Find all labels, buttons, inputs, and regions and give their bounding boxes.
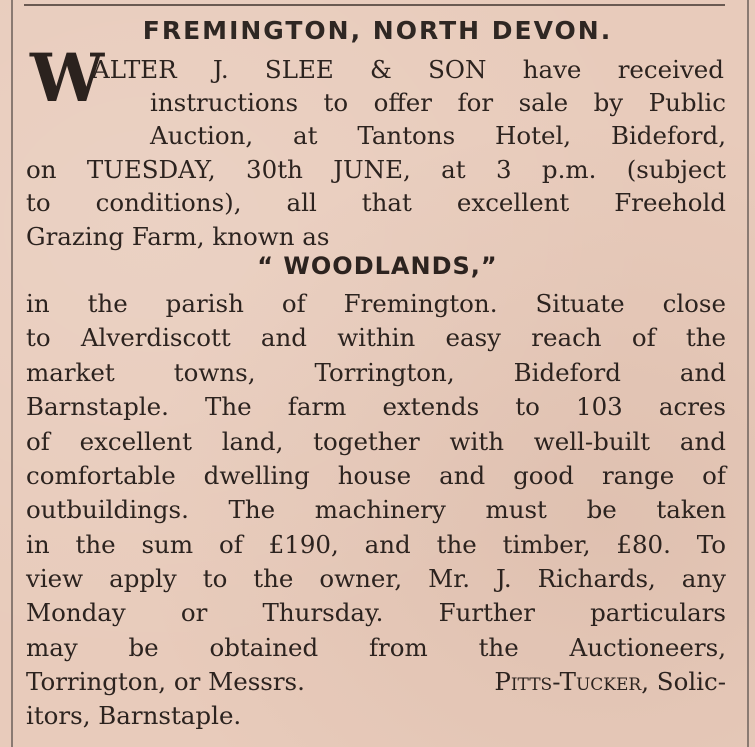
text-line: itors, Barnstaple. <box>26 701 242 730</box>
property-title: “ WOODLANDS,” <box>257 252 498 280</box>
text-line: Torrington, or Messrs. <box>26 667 305 696</box>
solicitor-credit <box>494 667 726 697</box>
advert-heading: FREMINGTON, NORTH DEVON. <box>142 16 613 45</box>
solicitor-name: Pitts-Tucker, <box>494 667 649 696</box>
text-line: to conditions), all that excellent Freehold <box>26 188 726 217</box>
text-line: to Alverdiscott and within easy reach of the <box>26 323 726 352</box>
top-rule <box>24 4 725 6</box>
text-line: market towns, Torrington, Bideford and <box>26 358 726 387</box>
drop-cap: W <box>30 39 105 117</box>
text-line: in the parish of Fremington. Situate close <box>26 289 726 318</box>
text-line: view apply to the owner, Mr. J. Richards, any <box>26 564 726 593</box>
text-line: outbuildings. The machinery must be taken <box>26 495 726 524</box>
solicitor-suffix: Solic- <box>656 667 726 696</box>
text-line: Auction, at Tantons Hotel, Bideford, <box>150 121 726 150</box>
text-line: ALTER J. SLEE & SON have received <box>92 55 724 84</box>
text-line: Barnstaple. The farm extends to 103 acres <box>26 392 726 421</box>
text-line: instructions to offer for sale by Public <box>150 88 726 117</box>
text-line: Grazing Farm, known as <box>26 222 330 251</box>
text-line: in the sum of £190, and the timber, £80. To <box>26 530 726 559</box>
text-line: Monday or Thursday. Further particulars <box>26 598 726 627</box>
text-line: comfortable dwelling house and good range of <box>26 461 726 490</box>
right-column-rule <box>747 0 749 747</box>
text-line: may be obtained from the Auctioneers, <box>26 633 726 662</box>
left-column-rule <box>11 0 13 747</box>
text-line: on TUESDAY, 30th JUNE, at 3 p.m. (subject <box>26 155 726 184</box>
solicitor-line <box>26 667 726 697</box>
text-line: of excellent land, together with well-built and <box>26 427 726 456</box>
